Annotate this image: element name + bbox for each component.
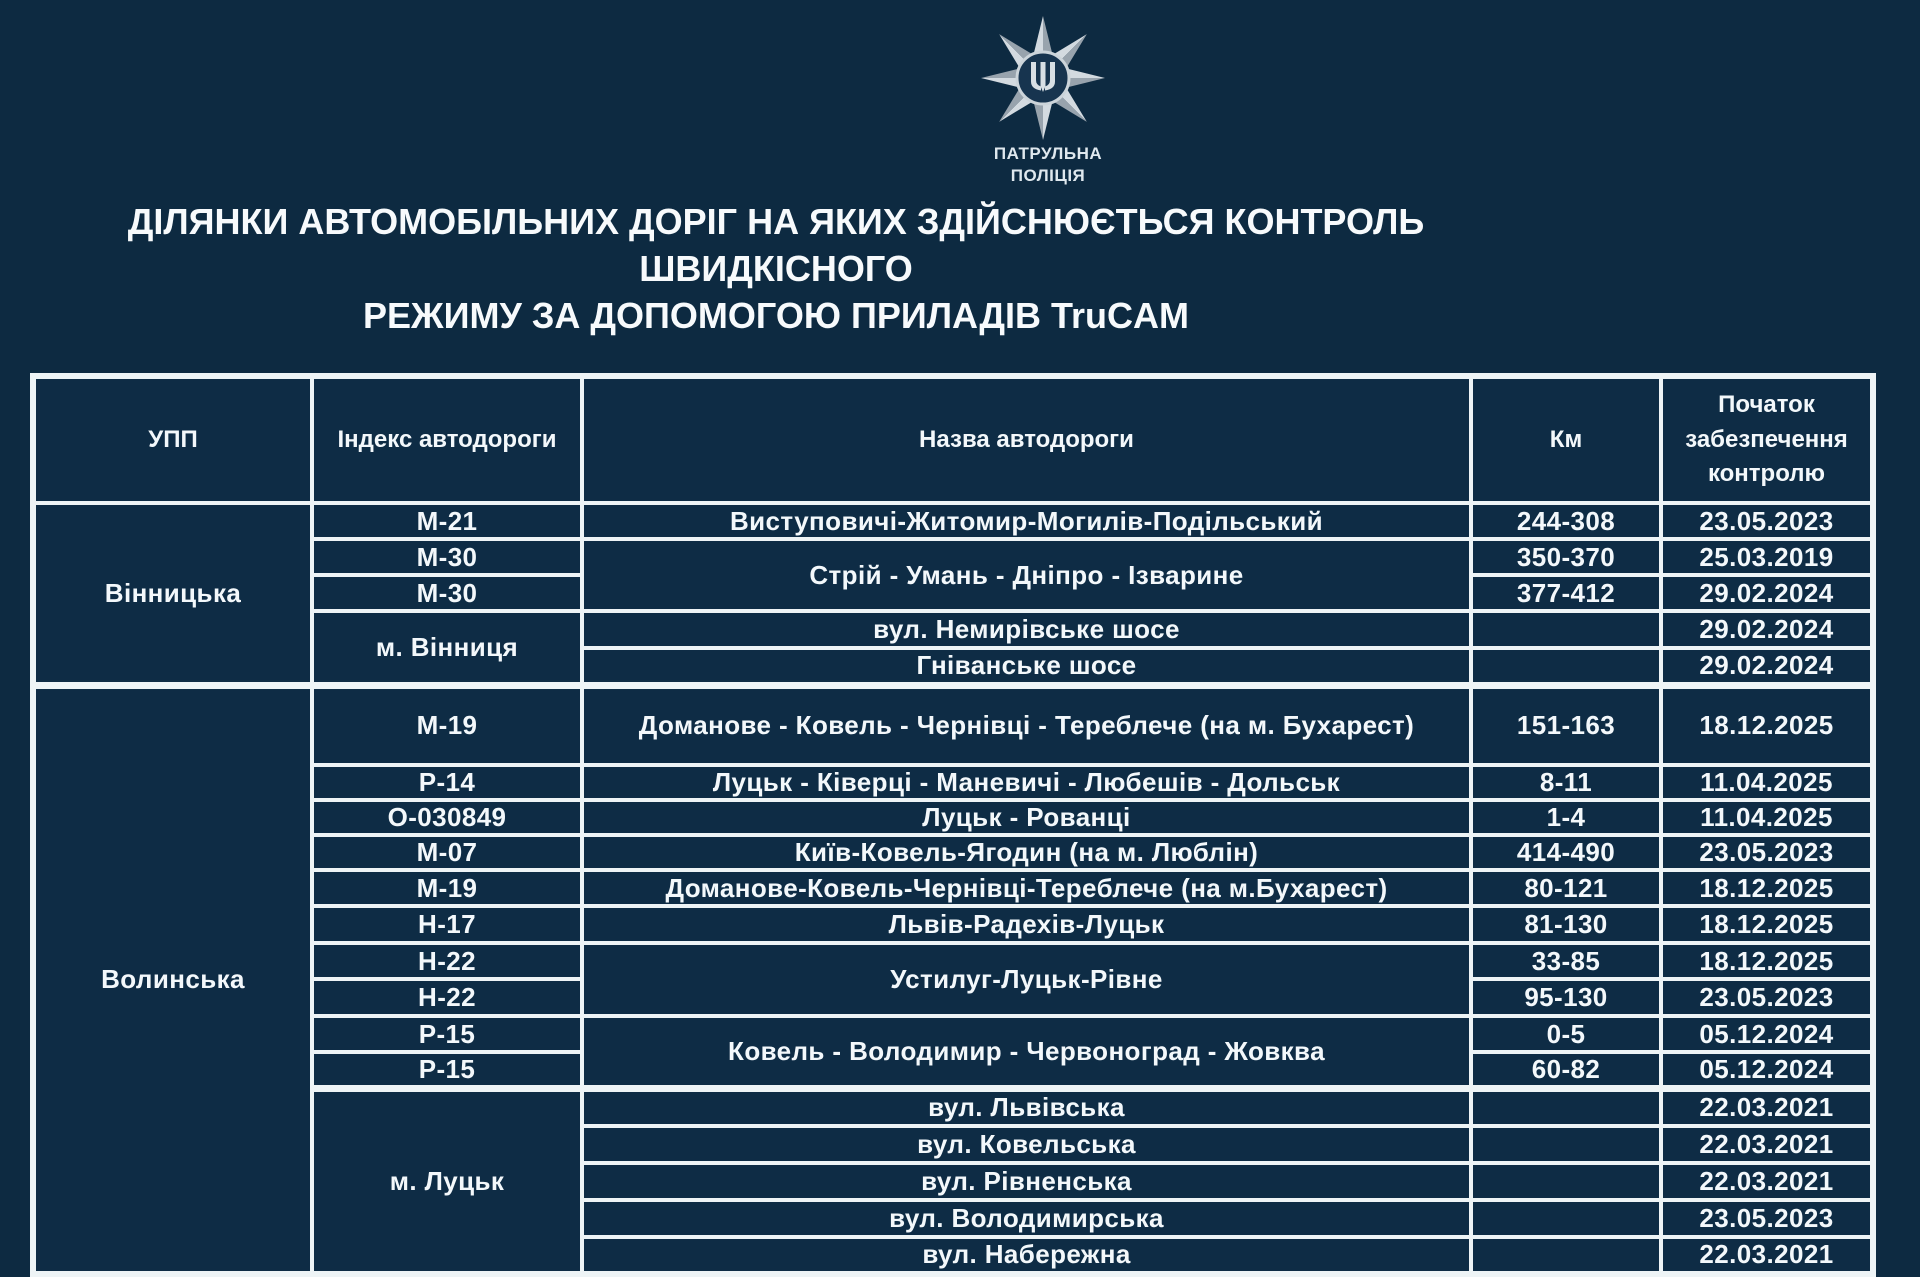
org-name-line1: ПАТРУЛЬНА (993, 144, 1103, 163)
road-name-cell: вул. Володимирська (582, 1200, 1471, 1237)
km-cell (1471, 1089, 1661, 1126)
control-start-date-cell: 25.03.2019 (1661, 539, 1873, 575)
road-name-cell: Виступовичі-Житомир-Могилів-Подільський (582, 503, 1471, 539)
control-start-date-cell: 11.04.2025 (1661, 765, 1873, 800)
road-index-cell: Н-17 (312, 906, 582, 943)
control-start-date-cell: 05.12.2024 (1661, 1052, 1873, 1089)
road-name-cell: Стрій - Умань - Дніпро - Ізварине (582, 539, 1471, 611)
city-cell: м. Луцьк (312, 1089, 582, 1274)
road-index-cell: М-21 (312, 503, 582, 539)
km-cell: 95-130 (1471, 979, 1661, 1016)
road-name-cell: Київ-Ковель-Ягодин (на м. Люблін) (582, 835, 1471, 870)
road-name-cell: Львів-Радехів-Луцьк (582, 906, 1471, 943)
control-start-date-cell: 18.12.2025 (1661, 685, 1873, 765)
road-name-cell: вул. Немирівське шосе (582, 611, 1471, 648)
road-name-cell: вул. Ковельська (582, 1126, 1471, 1163)
km-cell: 414-490 (1471, 835, 1661, 870)
table-header (33, 376, 1873, 503)
road-index-cell: Н-22 (312, 943, 582, 979)
police-star-logo (973, 8, 1113, 148)
trident-icon (1031, 62, 1055, 92)
region-cell: Вінницька (33, 503, 312, 685)
table-row (33, 503, 1873, 539)
control-start-date-cell: 23.05.2023 (1661, 1200, 1873, 1237)
col-header-km: Км (1471, 376, 1661, 503)
road-index-cell: Р-15 (312, 1016, 582, 1052)
km-cell (1471, 648, 1661, 685)
road-name-cell: Ковель - Володимир - Червоноград - Жовква (582, 1016, 1471, 1089)
km-cell: 60-82 (1471, 1052, 1661, 1089)
city-cell: м. Вінниця (312, 611, 582, 685)
road-index-cell: Р-15 (312, 1052, 582, 1089)
col-header-control-start: Початок забезпечення контролю (1661, 376, 1873, 503)
control-start-date-cell: 22.03.2021 (1661, 1126, 1873, 1163)
control-start-date-cell: 05.12.2024 (1661, 1016, 1873, 1052)
road-name-cell: вул. Львівська (582, 1089, 1471, 1126)
km-cell: 33-85 (1471, 943, 1661, 979)
col-header-road-name: Назва автодороги (582, 376, 1471, 503)
control-start-date-cell: 11.04.2025 (1661, 800, 1873, 835)
road-index-cell: М-19 (312, 685, 582, 765)
control-start-date-cell: 23.05.2023 (1661, 835, 1873, 870)
road-index-cell: М-19 (312, 870, 582, 906)
road-name-cell: вул. Рівненська (582, 1163, 1471, 1200)
km-cell (1471, 1200, 1661, 1237)
road-index-cell: М-07 (312, 835, 582, 870)
speed-control-table-body (33, 503, 1873, 1274)
km-cell: 81-130 (1471, 906, 1661, 943)
road-name-cell: Луцьк - Ківерці - Маневичі - Любешів - Дольськ (582, 765, 1471, 800)
km-cell (1471, 1163, 1661, 1200)
control-start-date-cell: 29.02.2024 (1661, 648, 1873, 685)
col-header-upp: УПП (33, 376, 312, 503)
control-start-date-cell: 22.03.2021 (1661, 1163, 1873, 1200)
control-start-date-cell: 29.02.2024 (1661, 611, 1873, 648)
speed-control-table (30, 373, 1876, 1277)
road-index-cell: Р-14 (312, 765, 582, 800)
road-index-cell: Н-22 (312, 979, 582, 1016)
col-header-road-index: Індекс автодороги (312, 376, 582, 503)
km-cell (1471, 1126, 1661, 1163)
header-row (33, 376, 1873, 503)
km-cell: 350-370 (1471, 539, 1661, 575)
road-name-cell: Луцьк - Рованці (582, 800, 1471, 835)
table-row (33, 685, 1873, 765)
org-name (928, 143, 1168, 187)
control-start-date-cell: 18.12.2025 (1661, 870, 1873, 906)
org-name-line2: ПОЛІЦІЯ (1010, 166, 1086, 185)
road-index-cell: М-30 (312, 539, 582, 575)
page-title (30, 198, 1522, 339)
road-index-cell: О-030849 (312, 800, 582, 835)
road-name-cell: Гніванське шосе (582, 648, 1471, 685)
control-start-date-cell: 18.12.2025 (1661, 906, 1873, 943)
km-cell: 80-121 (1471, 870, 1661, 906)
page-title-line1: ДІЛЯНКИ АВТОМОБІЛЬНИХ ДОРІГ НА ЯКИХ ЗДІЙСНЮЄТЬСЯ КОНТРОЛЬ ШВИДКІСНОГО (127, 201, 1425, 289)
control-start-date-cell: 18.12.2025 (1661, 943, 1873, 979)
km-cell: 151-163 (1471, 685, 1661, 765)
road-name-cell: Устилуг-Луцьк-Рівне (582, 943, 1471, 1016)
page-title-line2: РЕЖИМУ ЗА ДОПОМОГОЮ ПРИЛАДІВ TruCAM (363, 295, 1189, 336)
road-name-cell: Доманове - Ковель - Чернівці - Тереблече (на м. Бухарест) (582, 685, 1471, 765)
road-name-cell: Доманове-Ковель-Чернівці-Тереблече (на м.Бухарест) (582, 870, 1471, 906)
km-cell: 244-308 (1471, 503, 1661, 539)
km-cell: 377-412 (1471, 575, 1661, 611)
control-start-date-cell: 23.05.2023 (1661, 979, 1873, 1016)
road-name-cell: вул. Набережна (582, 1237, 1471, 1274)
control-start-date-cell: 29.02.2024 (1661, 575, 1873, 611)
km-cell: 0-5 (1471, 1016, 1661, 1052)
control-start-date-cell: 22.03.2021 (1661, 1237, 1873, 1274)
road-index-cell: М-30 (312, 575, 582, 611)
km-cell (1471, 1237, 1661, 1274)
region-cell: Волинська (33, 685, 312, 1274)
control-start-date-cell: 23.05.2023 (1661, 503, 1873, 539)
control-start-date-cell: 22.03.2021 (1661, 1089, 1873, 1126)
km-cell (1471, 611, 1661, 648)
km-cell: 8-11 (1471, 765, 1661, 800)
km-cell: 1-4 (1471, 800, 1661, 835)
